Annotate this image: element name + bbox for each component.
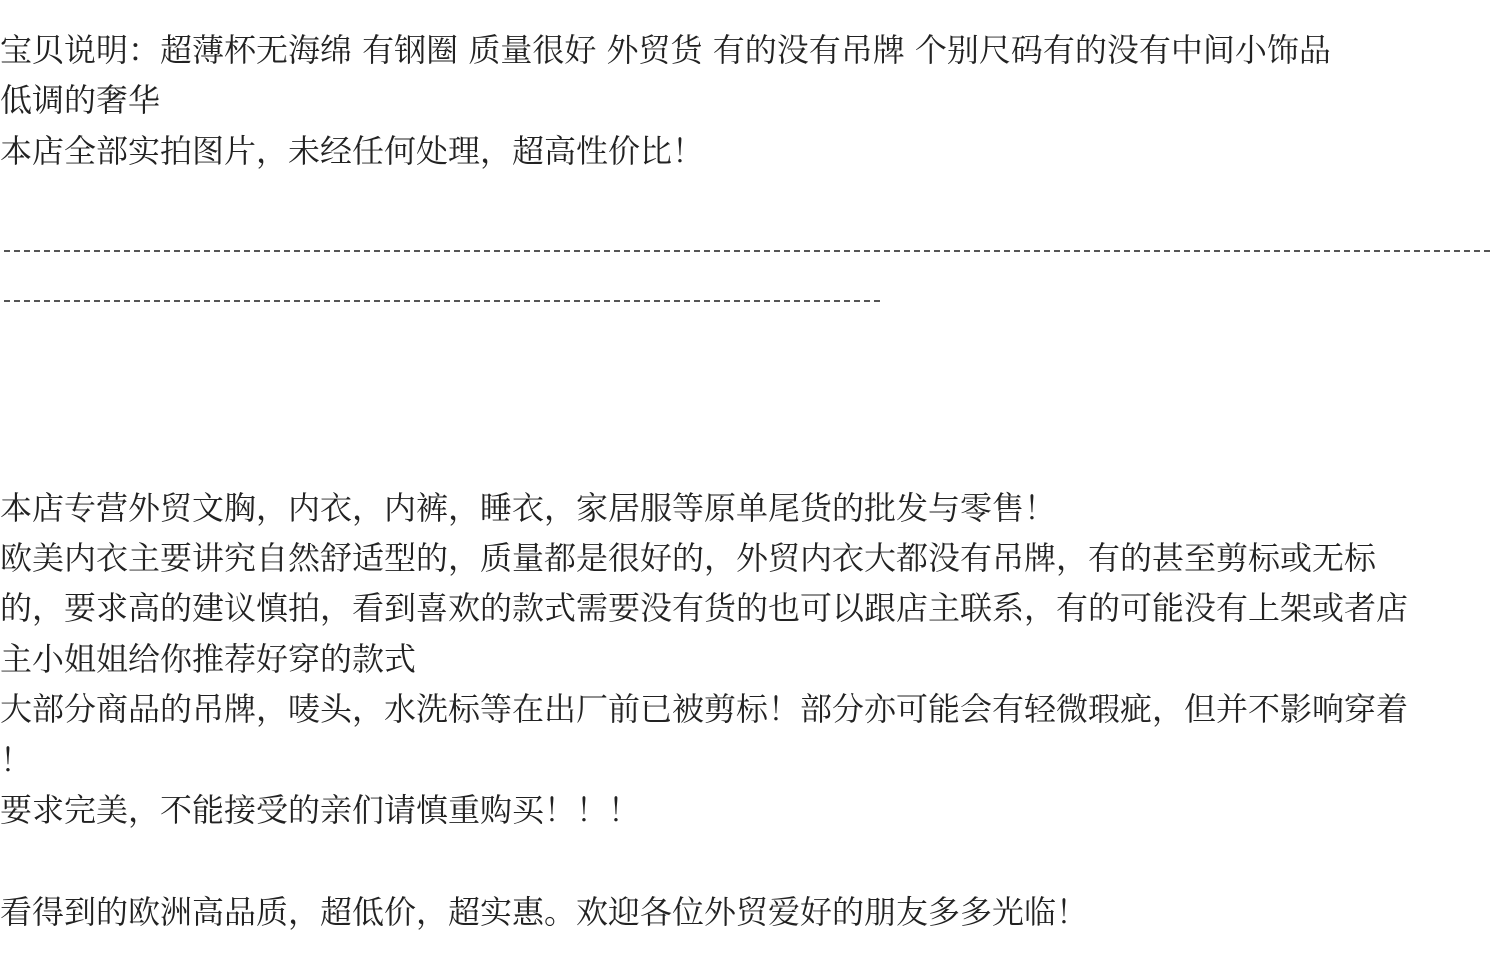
store-info-line-1: 本店专营外贸文胸，内衣，内裤，睡衣，家居服等原单尾货的批发与零售！ <box>0 489 1057 527</box>
store-info-line-6: ！ <box>0 741 33 779</box>
store-info-line-4: 主小姐姐给你推荐好穿的款式 <box>0 640 417 678</box>
store-info-line-3: 的，要求高的建议慎拍，看到喜欢的款式需要没有货的也可以跟店主联系，有的可能没有上架或者店 <box>0 589 1409 627</box>
dashed-separator-1 <box>4 250 1490 252</box>
description-line-1: 宝贝说明：超薄杯无海绵 有钢圈 质量很好 外贸货 有的没有吊牌 个别尺码有的没有中间小饰品 <box>0 31 1331 69</box>
store-info-line-5: 大部分商品的吊牌，唛头，水洗标等在出厂前已被剪标！部分亦可能会有轻微瑕疵，但并不影响穿着 <box>0 690 1409 728</box>
store-info-line-7: 要求完美，不能接受的亲们请慎重购买！！！ <box>0 791 641 829</box>
store-info-line-2: 欧美内衣主要讲究自然舒适型的，质量都是很好的，外贸内衣大都没有吊牌，有的甚至剪标或无标 <box>0 539 1377 577</box>
store-info-line-8: 看得到的欧洲高品质，超低价，超实惠。欢迎各位外贸爱好的朋友多多光临！ <box>0 893 1089 931</box>
description-line-2: 低调的奢华 <box>0 81 161 119</box>
dashed-separator-2 <box>4 300 880 302</box>
description-line-3: 本店全部实拍图片，未经任何处理，超高性价比！ <box>0 132 705 170</box>
